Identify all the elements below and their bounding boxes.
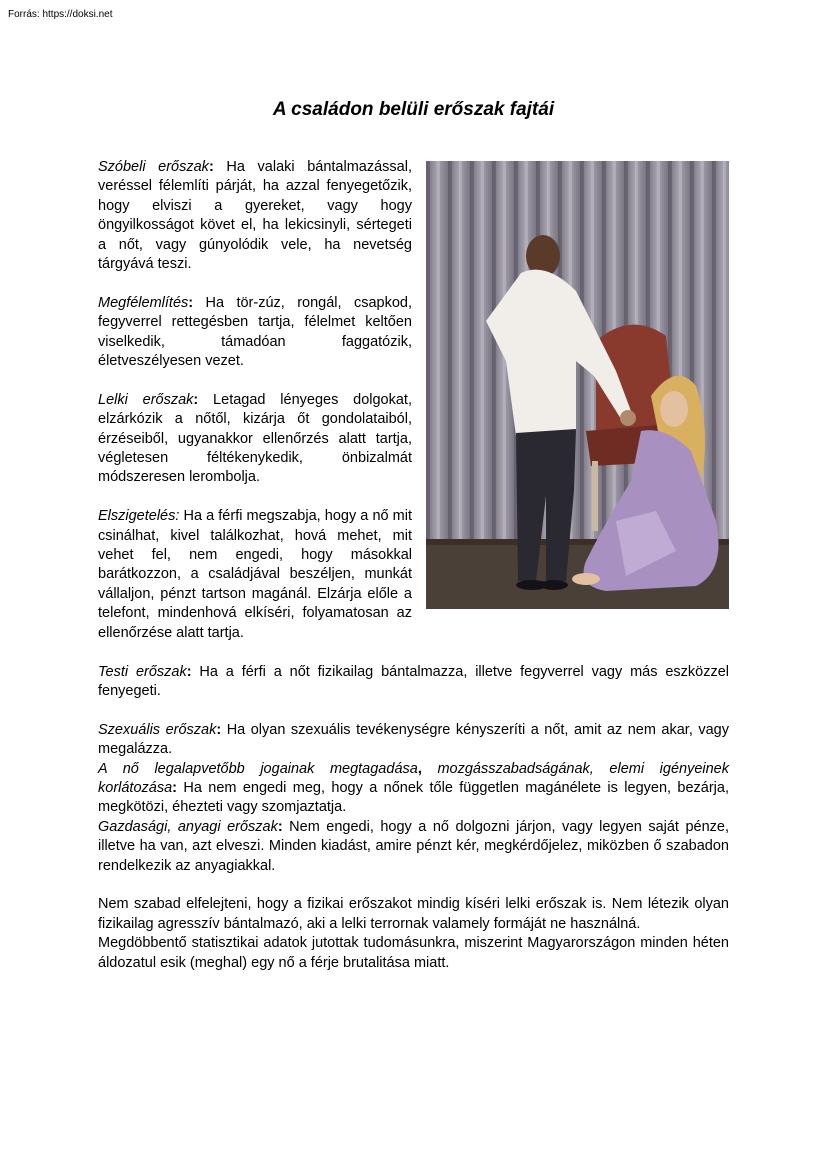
term-colon: : — [172, 779, 177, 796]
term-movement-restriction: mozgásszabadságának, elemi igényeinek korlátozása — [98, 760, 729, 796]
text-economic-abuse: Nem engedi, hogy a nő dolgozni járjon, vagy legyen saját pénze, illetve ha van, azt elveszi. Minden kiadást, amire pénzt kér, megkérdőjelez, miközben ő szabadon rendelkezik az anyagiakkal. — [98, 818, 729, 874]
section-sexual-abuse — [98, 721, 729, 760]
page-title: A családon belüli erőszak fajtái — [272, 99, 555, 120]
term-intimidation: Megfélemlítés — [98, 294, 189, 311]
term-colon: : — [208, 159, 214, 175]
term-verbal-abuse: Szóbeli erőszak — [98, 159, 209, 175]
term-economic-abuse: Gazdasági, anyagi erőszak — [98, 818, 278, 835]
term-psychological-abuse: Lelki erőszak — [98, 391, 194, 408]
section-economic-abuse — [98, 818, 729, 876]
closing-paragraph-1: Nem szabad elfelejteni, hogy a fizikai erőszakot mindig kíséri lelki erőszak is. Nem létezik olyan fizikailag agresszív bántalmazó, aki a lelki terrornak valamely formáját ne használná. — [98, 896, 729, 932]
term-colon: : — [188, 294, 194, 311]
term-colon: : — [193, 391, 199, 408]
section-rights-denial — [98, 760, 729, 818]
term-rights-denial: A nő legalapvetőbb jogainak megtagadása — [98, 760, 418, 777]
term-sexual-abuse: Szexuális erőszak — [98, 721, 217, 738]
text-physical-abuse: Ha a férfi a nőt fizikailag bántalmazza, illetve fegyverrel vagy más eszközzel fenyegeti. — [98, 663, 730, 699]
term-colon: : — [186, 663, 192, 680]
illustration-photo — [426, 161, 729, 609]
text-isolation: Ha a férfi megszabja, hogy a nő mit csinálhat, kivel találkozhat, hová mehet, mit vehet fel, nem engedi, hogy másokkal barátkozzon, a családjával beszéljen, munkát vállaljon, pénzt tartson magánál. Elzárja előle a telefont, mindenhová elkíséri, folyamatosan az ellenőrzése alatt tartja. — [98, 508, 412, 641]
term-physical-abuse: Testi erőszak — [98, 663, 187, 680]
text-psychological-abuse: Letagad lényeges dolgokat, elzárkózik a nőtől, kizárja őt gondolataiból, érzéseiből, ugyanakkor ellenőrzés alatt tartja, végletesen féltékenykedik, önbizalmát módszeresen lerombolja. — [98, 391, 412, 486]
term-isolation: Elszigetelés: — [98, 508, 180, 525]
text-verbal-abuse: Ha valaki bántalmazással, veréssel félemlíti párját, ha azzal fenyegetőzik, hogy elviszi a gyereket, vagy hogy öngyilkosságot követ el, ha lekicsinyli, sértegeti a nőt, vagy gúnyolódik vele, ha nevetség tárgyává teszi. — [98, 159, 412, 273]
closing-paragraph-2: Megdöbbentő statisztikai adatok jutottak tudomásunkra, miszerint Magyarországon minden héten áldozatul esik (meghal) egy nő a férje brutalitása miatt. — [98, 935, 729, 971]
photo-drawing — [426, 161, 729, 609]
text-intimidation: Ha tör-zúz, rongál, csapkod, fegyverrel rettegésben tartja, félelmet keltően viselkedik, támadóan faggatózik, életveszélyesen vezet. — [98, 294, 412, 370]
section-physical-abuse — [98, 663, 729, 702]
text-rights-denial: Ha nem engedi meg, hogy a nőnek tőle független magánélete is legyen, bezárja, megkötözi, éhezteti vagy szomjaztatja. — [98, 779, 729, 816]
term-comma: , — [417, 760, 422, 777]
text-sexual-abuse: Ha olyan szexuális tevékenységre kényszeríti a nőt, amit az nem akar, vagy megalázza. — [98, 721, 729, 758]
term-colon: : — [277, 818, 283, 835]
document-body — [98, 158, 729, 973]
term-colon: : — [216, 721, 222, 738]
source-note: Forrás: https://doksi.net — [8, 9, 113, 20]
